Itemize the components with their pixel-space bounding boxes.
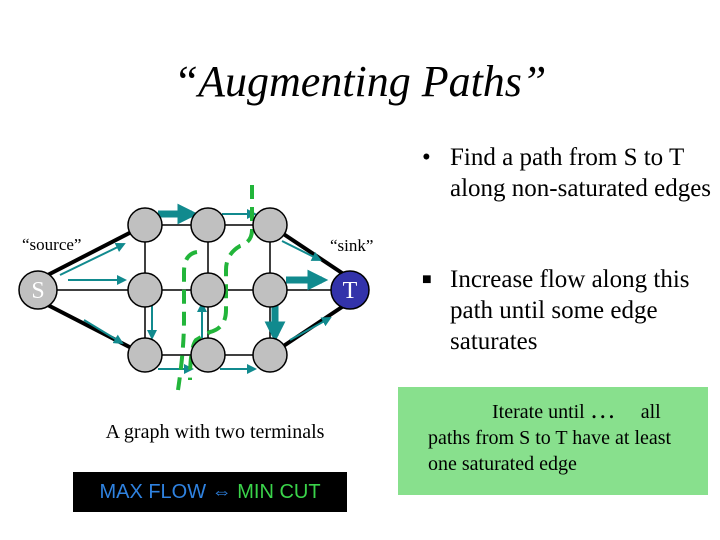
iterate-note-box <box>398 387 708 495</box>
slide-title: “Augmenting Paths” <box>173 57 547 106</box>
graph-node <box>253 338 287 372</box>
graph-node <box>191 208 225 242</box>
min-cut-text: MIN CUT <box>237 481 321 503</box>
source-label: “source” <box>22 235 82 254</box>
graph-nodes <box>128 208 287 372</box>
graph-node <box>253 208 287 242</box>
bullet-marker: ■ <box>422 271 432 288</box>
graph-node <box>128 273 162 307</box>
graph-caption: A graph with two terminals <box>105 421 325 443</box>
flow-graph-diagram <box>0 150 400 420</box>
graph-node <box>253 273 287 307</box>
sink-node-label: T <box>342 278 358 304</box>
bullet-text: Find a path from S to T along non-saturated edges <box>450 144 712 202</box>
graph-node <box>191 273 225 307</box>
graph-node <box>128 208 162 242</box>
source-node-label: S <box>31 278 45 304</box>
equivalence-arrow-icon: ⇔ <box>211 481 232 503</box>
iterate-line-1: Iterate until … all <box>492 395 661 424</box>
bullet-text: Increase flow along this path until some edge saturates <box>450 266 690 355</box>
bullet-marker: • <box>422 144 431 171</box>
iterate-rest: paths from S to T have at least one saturated edge <box>428 427 672 475</box>
graph-node <box>191 338 225 372</box>
max-flow-text: MAX FLOW <box>99 481 207 503</box>
maxflow-mincut-box <box>73 472 347 512</box>
graph-node <box>128 338 162 372</box>
sink-label: “sink” <box>330 236 374 255</box>
